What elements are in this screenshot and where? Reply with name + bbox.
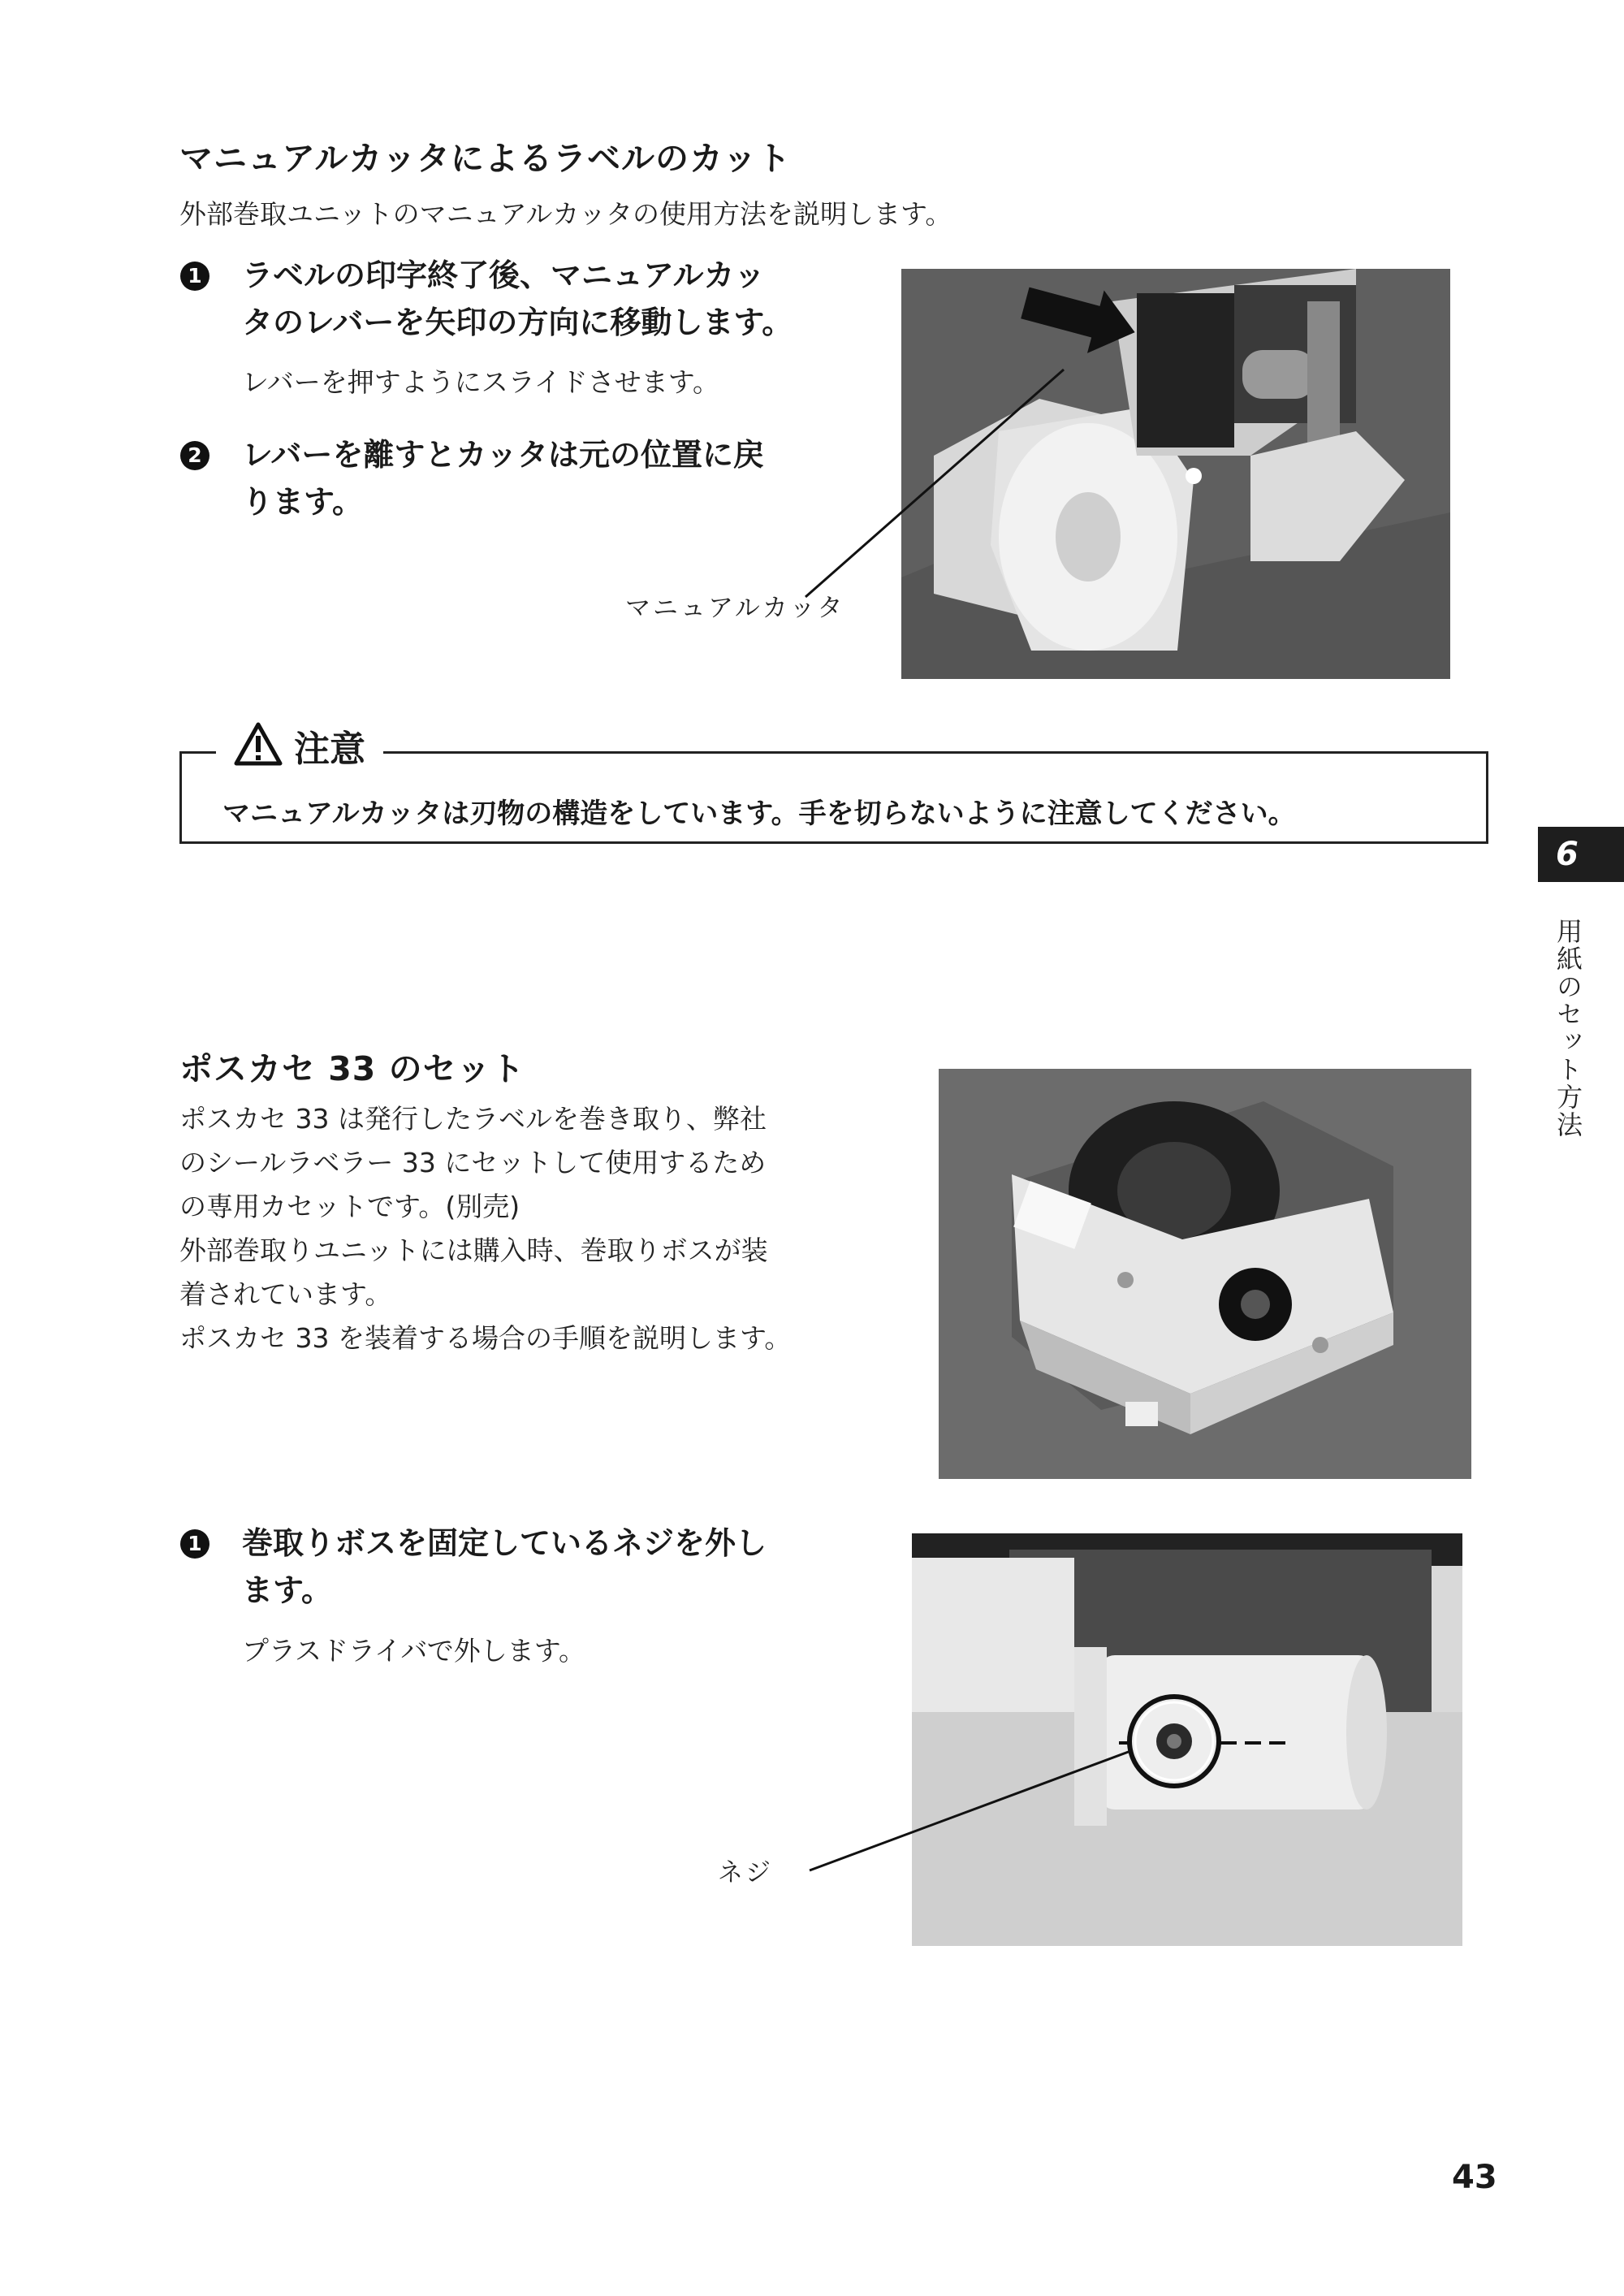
leader-line-manual-cutter [804, 365, 1072, 601]
caution-label: 注意 [294, 729, 365, 770]
caution-header [216, 711, 383, 780]
body-line: のシールラベラー 33 にセットして使用するため [179, 1147, 767, 1178]
step-title-1-line-1: ラベルの印字終了後、マニュアルカッ [242, 257, 766, 293]
section-intro-manual-cutter: 外部巻取ユニットのマニュアルカッタの使用方法を説明します。 [179, 198, 952, 230]
step-number-1: 1 [180, 262, 209, 291]
step-title-2-1-line-1: 巻取りボスを固定しているネジを外し [242, 1525, 767, 1561]
warning-triangle-icon [234, 722, 283, 769]
chapter-number-tab: 6 [1538, 827, 1624, 882]
page-number: 43 [1452, 2159, 1497, 2196]
callout-screw: ネジ [718, 1858, 773, 1887]
step-title-1-line-2: タのレバーを矢印の方向に移動します。 [242, 305, 793, 340]
step-number-2: 2 [180, 441, 209, 470]
step-title-2-1-line-2: ます。 [242, 1572, 332, 1608]
body-line: の専用カセットです。(別売) [179, 1191, 520, 1222]
section-title-manual-cutter: マニュアルカッタによるラベルのカット [179, 139, 792, 178]
step-title-2-line-2: ります。 [242, 484, 363, 520]
body-line: 外部巻取りユニットには購入時、巻取りボスが装 [179, 1234, 768, 1266]
body-line: ポスカセ 33 は発行したラベルを巻き取り、弊社 [179, 1103, 767, 1135]
step-title-2 [242, 431, 764, 525]
callout-manual-cutter: マニュアルカッタ [625, 594, 845, 623]
step-desc-1: レバーを押すようにスライドさせます。 [242, 366, 720, 398]
section-title-poscase: ポスカセ 33 のセット [179, 1049, 525, 1088]
photo-poscase [939, 1069, 1471, 1479]
step-title-2-1 [242, 1520, 767, 1614]
step-desc-2-1: プラスドライバで外します。 [242, 1635, 586, 1667]
body-line: ポスカセ 33 を装着する場合の手順を説明します。 [179, 1322, 792, 1354]
body-line: 着されています。 [179, 1278, 392, 1310]
step-title-2-line-1: レバーを離すとカッタは元の位置に戻 [242, 437, 764, 473]
step-title-1 [242, 252, 793, 346]
step-number-2-1: 1 [180, 1529, 209, 1559]
caution-text: マニュアルカッタは刃物の構造をしています。手を切らないように注意してください。 [222, 798, 1296, 830]
leader-line-screw [808, 1738, 1165, 1876]
section-body-poscase [179, 1097, 791, 1360]
chapter-title: 用紙のセット方法 [1553, 918, 1583, 1139]
